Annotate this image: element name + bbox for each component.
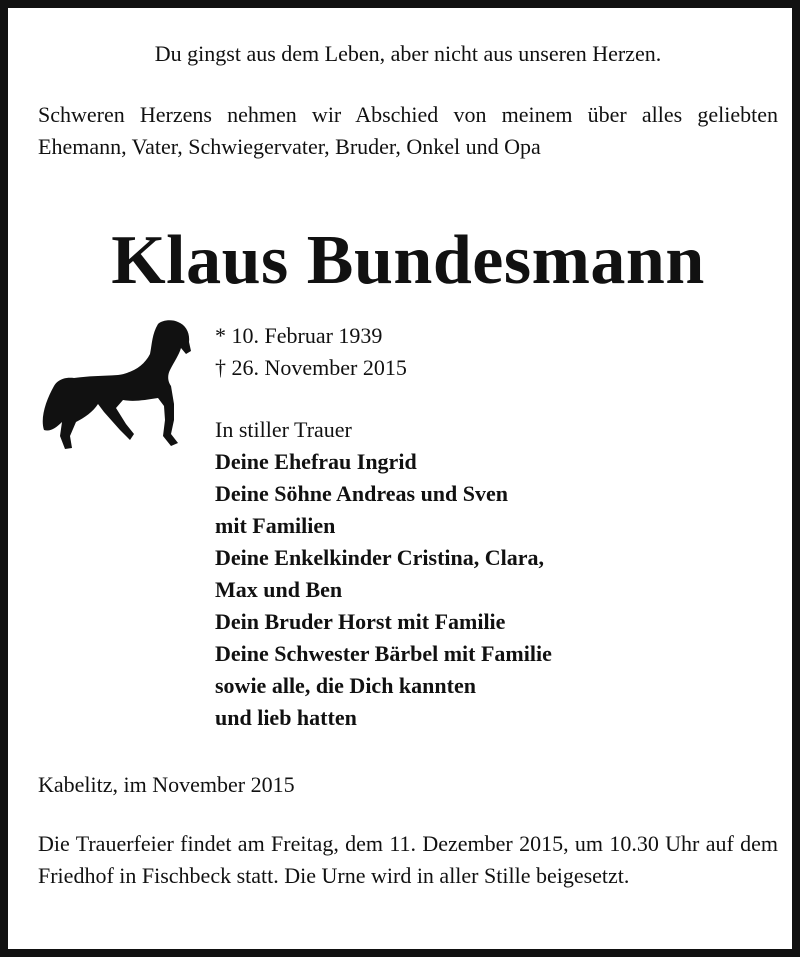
deceased-name: Klaus Bundesmann <box>111 222 705 299</box>
life-dates <box>215 320 407 384</box>
intro-text: Schweren Herzens nehmen wir Abschied von meinem über alles geliebten Ehemann, Vater, Schwiegervater, Bruder, Onkel und Opa <box>38 102 778 159</box>
mourner-line: Deine Schwester Bärbel mit Familie <box>215 641 552 666</box>
place-date: Kabelitz, im November 2015 <box>38 772 295 797</box>
motto: Du gingst aus dem Leben, aber nicht aus unseren Herzen. <box>154 41 662 66</box>
horse-icon <box>40 318 198 456</box>
birth-date: * 10. Februar 1939 <box>215 323 383 348</box>
mourner-line: sowie alle, die Dich kannten <box>215 673 476 698</box>
mourner-line: und lieb hatten <box>215 705 357 730</box>
mourner-line: Deine Söhne Andreas und Sven <box>215 481 509 506</box>
mourners-heading: In stiller Trauer <box>215 417 352 442</box>
mourner-line: mit Familien <box>215 513 336 538</box>
mourner-line: Deine Ehefrau Ingrid <box>215 449 417 474</box>
mourner-line: Max und Ben <box>215 577 343 602</box>
death-date: † 26. November 2015 <box>215 355 407 380</box>
mourner-line: Deine Enkelkinder Cristina, Clara, <box>215 545 545 570</box>
mourners-block <box>215 414 552 734</box>
ceremony-info: Die Trauerfeier findet am Freitag, dem 11. Dezember 2015, um 10.30 Uhr auf dem Friedhof in Fischbeck statt. Die Urne wird in aller Stille beigesetzt. <box>38 831 778 888</box>
mourner-line: Dein Bruder Horst mit Familie <box>215 609 506 634</box>
